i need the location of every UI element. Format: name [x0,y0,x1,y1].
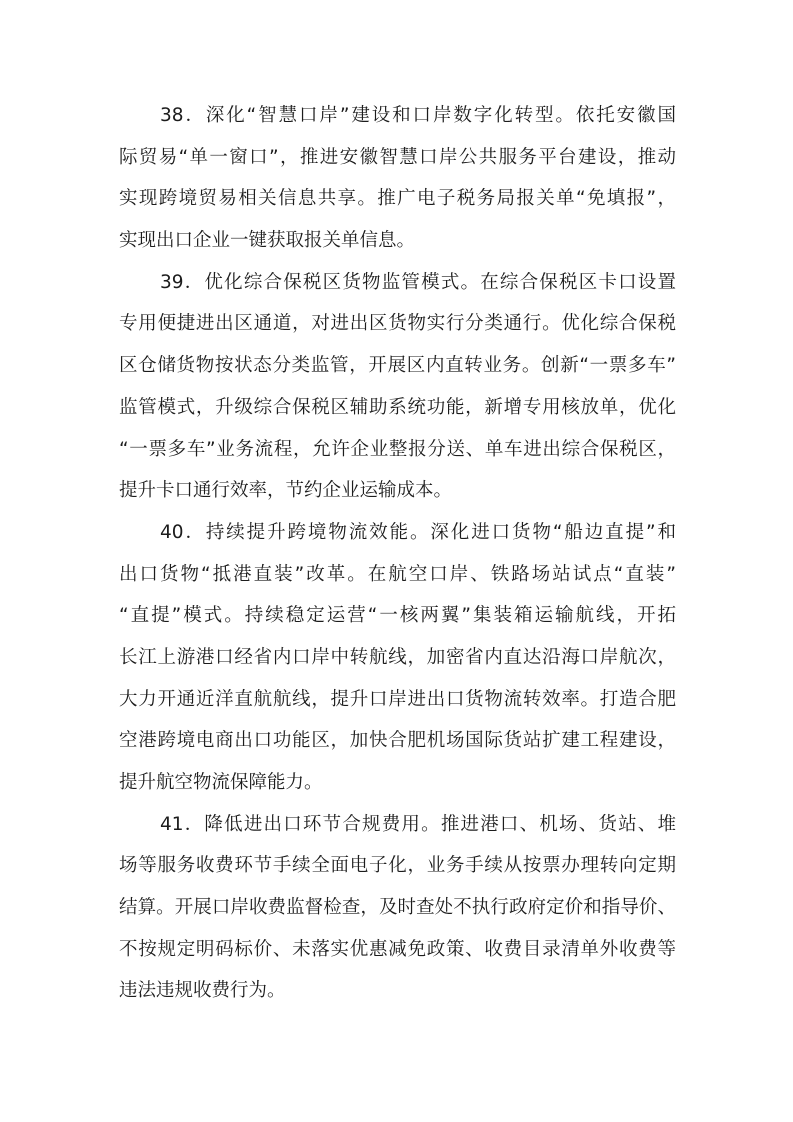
paragraph-40 [119,512,676,804]
text-line: 结算。开展口岸收费监督检查，及时查处不执行政府定价和指导价、 [119,897,676,919]
paragraph-38 [119,95,676,262]
text-line: 38．深化“智慧口岸”建设和口岸数字化转型。依托安徽国 [160,105,676,126]
paragraph-39 [119,262,676,512]
text-line: 际贸易“单一窗口”，推进安徽智慧口岸公共服务平台建设，推动 [119,146,676,168]
text-line: 不按规定明码标价、未落实优惠减免政策、收费目录清单外收费等 [119,938,676,960]
text-line: “直提”模式。持续稳定运营“一核两翼”集装箱运输航线，开拓 [119,605,676,627]
text-line: 40．持续提升跨境物流效能。深化进口货物“船边直提”和 [160,521,676,543]
text-line: 提升卡口通行效率，节约企业运输成本。 [119,480,453,502]
text-line: 实现出口企业一键获取报关单信息。 [119,230,416,252]
document-page [119,95,676,1012]
text-line: 41．降低进出口环节合规费用。推进港口、机场、货站、堆 [160,813,676,835]
text-line: 出口货物“抵港直装”改革。在航空口岸、铁路场站试点“直装” [119,563,676,585]
text-line: 提升航空物流保障能力。 [119,772,323,793]
text-line: 场等服务收费环节手续全面电子化，业务手续从按票办理转向定期 [119,855,676,877]
text-line: 大力开通近洋直航航线，提升口岸进出口货物流转效率。打造合肥 [119,688,676,710]
text-line: 实现跨境贸易相关信息共享。推广电子税务局报关单“免填报”， [119,188,676,210]
text-line: “一票多车”业务流程，允许企业整报分送、单车进出综合保税区， [119,438,676,460]
text-line: 专用便捷进出区通道，对进出区货物实行分类通行。优化综合保税 [119,313,676,335]
text-line: 区仓储货物按状态分类监管，开展区内直转业务。创新“一票多车” [119,355,676,377]
text-line: 监管模式，升级综合保税区辅助系统功能，新增专用核放单，优化 [119,396,676,418]
paragraph-41 [119,804,676,1012]
text-line: 长江上游港口经省内口岸中转航线，加密省内直达沿海口岸航次， [119,646,676,668]
text-line: 违法违规收费行为。 [119,980,286,1002]
text-line: 空港跨境电商出口功能区，加快合肥机场国际货站扩建工程建设， [119,730,676,752]
text-line: 39．优化综合保税区货物监管模式。在综合保税区卡口设置 [160,271,676,293]
